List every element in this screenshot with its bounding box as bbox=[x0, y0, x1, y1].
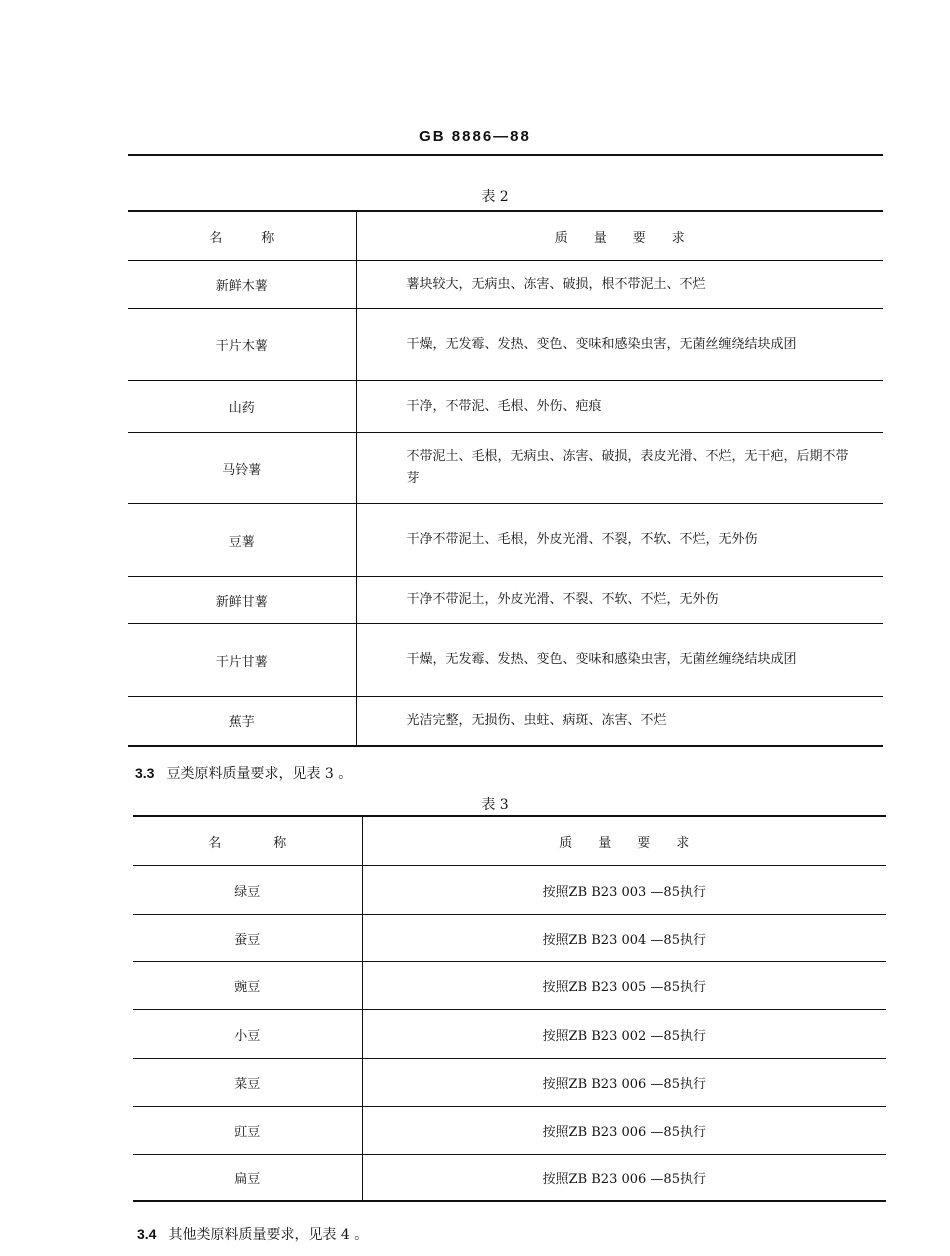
table-2-cell-requirement: 干净不带泥土，外皮光滑、不裂、不软、不烂，无外伤 bbox=[356, 577, 883, 624]
table-2-cell-name: 马铃薯 bbox=[128, 433, 356, 504]
table-2-cell-name: 干片甘薯 bbox=[128, 624, 356, 697]
table-3-cell-name: 小豆 bbox=[133, 1010, 362, 1059]
section-3-4-number: 3.4 bbox=[137, 1226, 157, 1242]
table-row bbox=[133, 866, 886, 915]
section-3-4-text: 其他类原料质量要求，见表 4 。 bbox=[168, 1227, 369, 1243]
table-2-cell-requirement: 干燥，无发霉、发热、变色、变味和感染虫害，无菌丝缠绕结块成团 bbox=[356, 624, 883, 697]
table-2-cell-requirement: 不带泥土、毛根，无病虫、冻害、破损，表皮光滑、不烂，无干疤，后期不带芽 bbox=[356, 433, 883, 504]
table-2-cell-requirement: 干净，不带泥、毛根、外伤、疤痕 bbox=[356, 381, 883, 433]
table-3-cell-requirement: 按照ZB B23 005 —85执行 bbox=[362, 962, 886, 1010]
table-row bbox=[133, 1010, 886, 1059]
table-3 bbox=[133, 815, 886, 1202]
table-3-cell-requirement: 按照ZB B23 002 —85执行 bbox=[362, 1010, 886, 1059]
table-2-cell-requirement: 干净不带泥土、毛根，外皮光滑、不裂，不软、不烂，无外伤 bbox=[356, 504, 883, 577]
table-3-cell-name: 菜豆 bbox=[133, 1059, 362, 1107]
table-3-cell-requirement: 按照ZB B23 006 —85执行 bbox=[362, 1107, 886, 1155]
table-2-cell-name: 蕉芋 bbox=[128, 697, 356, 746]
table-3-cell-name: 蚕豆 bbox=[133, 915, 362, 962]
table-row bbox=[128, 504, 883, 577]
table-row bbox=[128, 697, 883, 746]
table-2-header-requirement: 质 量 要 求 bbox=[356, 211, 883, 261]
table-row bbox=[128, 433, 883, 504]
section-3-3-text: 豆类原料质量要求，见表 3 。 bbox=[166, 766, 353, 782]
table-2-cell-name: 豆薯 bbox=[128, 504, 356, 577]
table-3-header-name: 名 称 bbox=[133, 816, 362, 866]
table-2-header-name: 名 称 bbox=[128, 211, 356, 261]
table-row bbox=[133, 915, 886, 962]
table-3-cell-name: 豌豆 bbox=[133, 962, 362, 1010]
table-row bbox=[128, 624, 883, 697]
table-3-cell-requirement: 按照ZB B23 006 —85执行 bbox=[362, 1155, 886, 1201]
table-row bbox=[133, 1155, 886, 1201]
table-row bbox=[128, 261, 883, 309]
table-3-caption: 表 3 bbox=[481, 797, 509, 813]
table-2-cell-requirement: 薯块较大，无病虫、冻害、破损，根不带泥土、不烂 bbox=[356, 261, 883, 309]
table-2-cell-name: 干片木薯 bbox=[128, 309, 356, 381]
table-3-header-requirement: 质 量 要 求 bbox=[362, 816, 886, 866]
section-3-4 bbox=[137, 1224, 368, 1244]
table-row bbox=[128, 309, 883, 381]
header-rule bbox=[128, 154, 883, 156]
table-2-cell-name: 山药 bbox=[128, 381, 356, 433]
table-row bbox=[128, 381, 883, 433]
table-row bbox=[133, 1107, 886, 1155]
section-3-3-number: 3.3 bbox=[135, 765, 155, 781]
table-3-cell-requirement: 按照ZB B23 003 —85执行 bbox=[362, 866, 886, 915]
table-row bbox=[133, 962, 886, 1010]
table-row bbox=[128, 577, 883, 624]
table-3-cell-requirement: 按照ZB B23 004 —85执行 bbox=[362, 915, 886, 962]
table-2-cell-requirement: 光洁完整，无损伤、虫蛀、病斑、冻害、不烂 bbox=[356, 697, 883, 746]
table-row bbox=[133, 1059, 886, 1107]
table-3-cell-name: 绿豆 bbox=[133, 866, 362, 915]
table-2-cell-requirement: 干燥，无发霉、发热、变色、变味和感染虫害，无菌丝缠绕结块成团 bbox=[356, 309, 883, 381]
table-2-caption: 表 2 bbox=[481, 189, 509, 205]
table-2 bbox=[128, 210, 883, 747]
section-3-3 bbox=[135, 763, 352, 783]
table-2-cell-name: 新鲜甘薯 bbox=[128, 577, 356, 624]
table-3-cell-name: 豇豆 bbox=[133, 1107, 362, 1155]
table-2-cell-name: 新鲜木薯 bbox=[128, 261, 356, 309]
table-3-cell-requirement: 按照ZB B23 006 —85执行 bbox=[362, 1059, 886, 1107]
standard-code-header: GB 8886—88 bbox=[419, 128, 531, 145]
table-3-cell-name: 扁豆 bbox=[133, 1155, 362, 1201]
